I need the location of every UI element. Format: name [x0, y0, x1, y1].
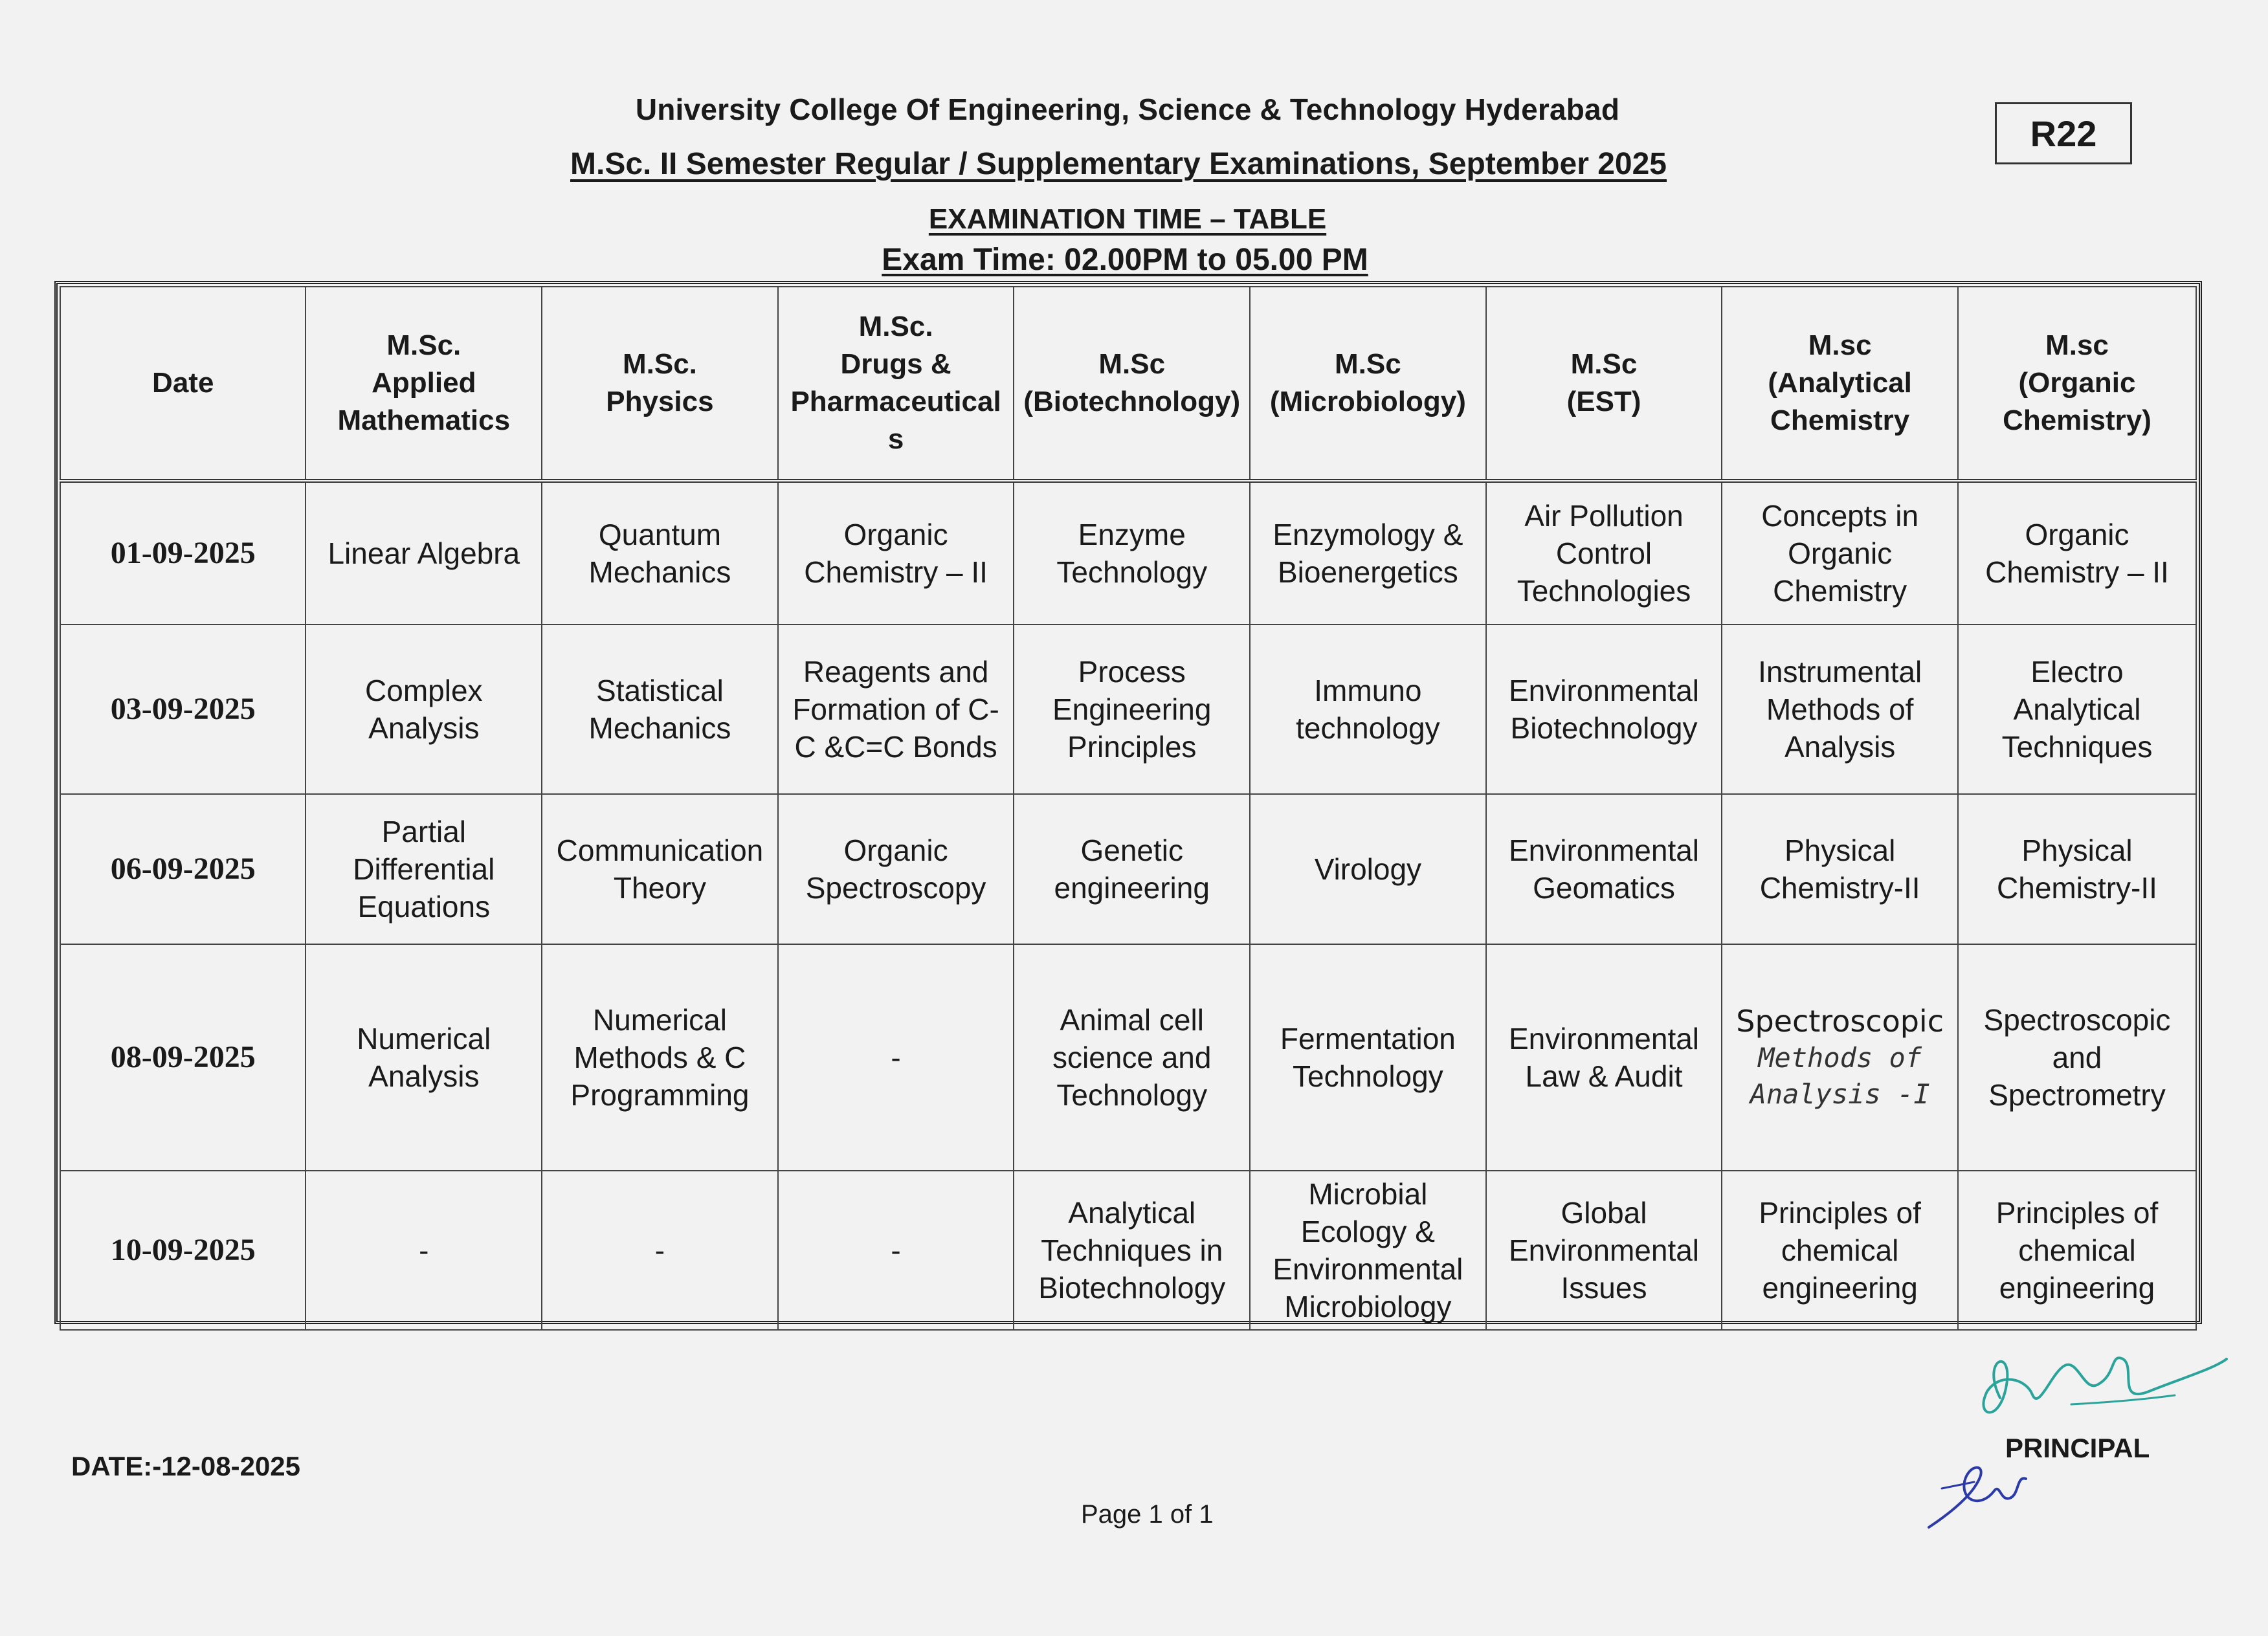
- col-header-microbiology: M.Sc (Microbiology): [1250, 287, 1486, 481]
- date-cell: 08-09-2025: [60, 944, 306, 1171]
- table-cell: Numerical Methods & C Programming: [542, 944, 778, 1171]
- table-cell: Process Engineering Principles: [1014, 625, 1250, 794]
- timetable-heading-text: EXAMINATION TIME – TABLE: [928, 203, 1327, 235]
- col-header-drugs-pharmaceuticals: M.Sc. Drugs & Pharmaceutical s: [778, 287, 1014, 481]
- table-cell: Concepts in Organic Chemistry: [1722, 481, 1958, 625]
- institution-title: University College Of Engineering, Science & Technology Hyderabad: [635, 93, 1620, 126]
- handwritten-note: Methods of Analysis -I: [1750, 1042, 1930, 1110]
- regulation-badge: R22: [1995, 102, 2132, 164]
- issue-date: DATE:-12-08-2025: [71, 1451, 301, 1481]
- table-cell: Reagents and Formation of C- C &C=C Bonds: [778, 625, 1014, 794]
- page-number: Page 1 of 1: [1081, 1500, 1214, 1529]
- table-cell: Enzyme Technology: [1014, 481, 1250, 625]
- table-cell: Enzymology & Bioenergetics: [1250, 481, 1486, 625]
- table-row: [60, 625, 2196, 794]
- table-cell: Immuno technology: [1250, 625, 1486, 794]
- table-cell: Genetic engineering: [1014, 794, 1250, 944]
- table-row: [60, 944, 2196, 1171]
- table-cell: Organic Chemistry – II: [778, 481, 1014, 625]
- exam-time-text: Exam Time: 02.00PM to 05.00 PM: [882, 243, 1368, 277]
- table-cell: Fermentation Technology: [1250, 944, 1486, 1171]
- table-cell: Numerical Analysis: [306, 944, 542, 1171]
- table-cell: -: [778, 944, 1014, 1171]
- header-row: [60, 287, 2196, 481]
- principal-label: PRINCIPAL: [2005, 1433, 2150, 1463]
- table-row: [60, 1171, 2196, 1330]
- table-cell: -: [542, 1171, 778, 1330]
- table-cell: Instrumental Methods of Analysis: [1722, 625, 1958, 794]
- table-cell: Microbial Ecology & Environmental Microbiology: [1250, 1171, 1486, 1330]
- table-cell: Global Environmental Issues: [1486, 1171, 1722, 1330]
- table-cell: Complex Analysis: [306, 625, 542, 794]
- exam-title: [0, 146, 2252, 182]
- table-cell: -: [306, 1171, 542, 1330]
- table-cell: Statistical Mechanics: [542, 625, 778, 794]
- date-cell: 06-09-2025: [60, 794, 306, 944]
- exam-title-text: M.Sc. II Semester Regular / Supplementary Examinations, September 2025: [570, 147, 1667, 181]
- exam-time: [0, 242, 2259, 278]
- table-cell: Quantum Mechanics: [542, 481, 778, 625]
- table-cell: Physical Chemistry-II: [1958, 794, 2196, 944]
- table-cell: Physical Chemistry-II: [1722, 794, 1958, 944]
- col-header-analytical-chemistry: M.sc (Analytical Chemistry: [1722, 287, 1958, 481]
- table-cell: Organic Spectroscopy: [778, 794, 1014, 944]
- col-header-organic-chemistry: M.sc (Organic Chemistry): [1958, 287, 2196, 481]
- date-cell: 03-09-2025: [60, 625, 306, 794]
- table-cell: Electro Analytical Techniques: [1958, 625, 2196, 794]
- table-cell: Environmental Biotechnology: [1486, 625, 1722, 794]
- table-cell: Air Pollution Control Technologies: [1486, 481, 1722, 625]
- table-row: [60, 481, 2196, 625]
- table-cell: Spectroscopic and Spectrometry: [1958, 944, 2196, 1171]
- table-cell: Organic Chemistry – II: [1958, 481, 2196, 625]
- col-header-biotechnology: M.Sc (Biotechnology): [1014, 287, 1250, 481]
- table-cell: [1722, 944, 1958, 1171]
- date-cell: 10-09-2025: [60, 1171, 306, 1330]
- col-header-physics: M.Sc. Physics: [542, 287, 778, 481]
- table-cell: Virology: [1250, 794, 1486, 944]
- table-cell: Principles of chemical engineering: [1958, 1171, 2196, 1330]
- col-header-est: M.Sc (EST): [1486, 287, 1722, 481]
- table-cell: Partial Differential Equations: [306, 794, 542, 944]
- table-cell: Communication Theory: [542, 794, 778, 944]
- col-header-date: Date: [60, 287, 306, 481]
- table-cell: Linear Algebra: [306, 481, 542, 625]
- table-cell: Environmental Law & Audit: [1486, 944, 1722, 1171]
- cell-printed-text: Spectroscopic: [1736, 1004, 1944, 1039]
- table-cell: -: [778, 1171, 1014, 1330]
- table-cell: Environmental Geomatics: [1486, 794, 1722, 944]
- col-header-applied-mathematics: M.Sc. Applied Mathematics: [306, 287, 542, 481]
- table-row: [60, 794, 2196, 944]
- timetable-frame: [54, 281, 2202, 1324]
- table-cell: Analytical Techniques in Biotechnology: [1014, 1171, 1250, 1330]
- table-cell: Principles of chemical engineering: [1722, 1171, 1958, 1330]
- timetable: [60, 286, 2197, 1331]
- date-cell: 01-09-2025: [60, 481, 306, 625]
- timetable-heading: [0, 203, 2262, 236]
- table-cell: Animal cell science and Technology: [1014, 944, 1250, 1171]
